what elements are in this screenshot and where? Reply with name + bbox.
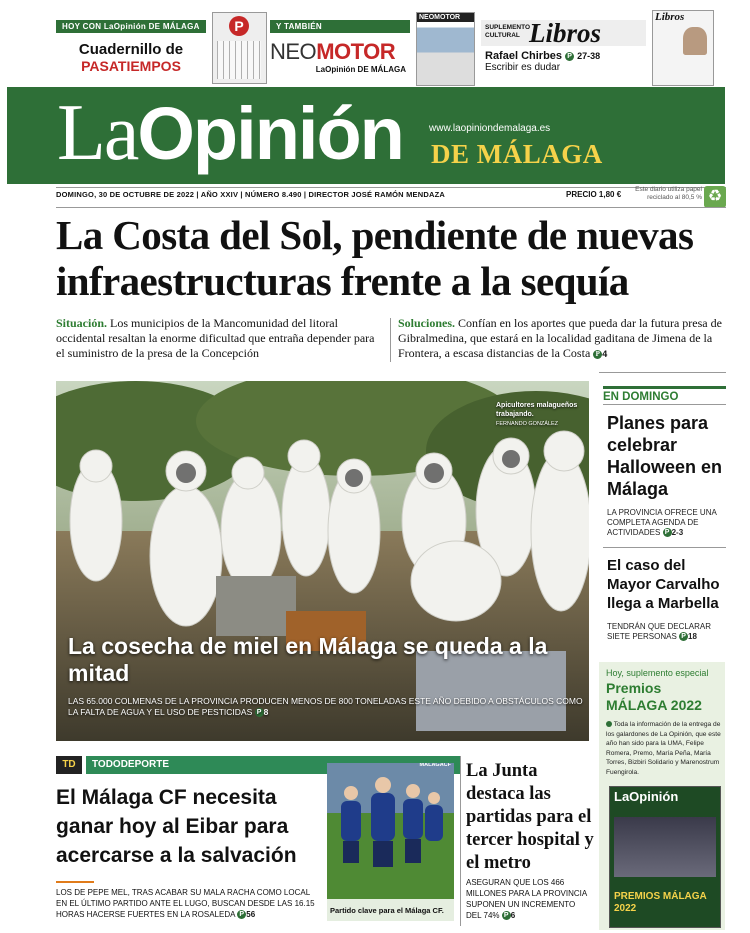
- junta-text: [466, 877, 592, 921]
- lead-right-text: Confían en los aportes que pueda dar la futura presa de Gibralmedina, que estará en la localidad gaditana de Jimena de la Frontera, a escasa distancias de la Costa: [398, 316, 722, 360]
- story1-page: 2-3: [671, 528, 684, 537]
- recycle-icon: ♻: [704, 186, 726, 208]
- photo-headline[interactable]: La cosecha de miel en Málaga se queda a la mitad: [68, 633, 548, 686]
- beekeepers-photo[interactable]: [56, 381, 589, 741]
- masthead-subtitle: DE MÁLAGA: [431, 139, 603, 169]
- sidebar-rule-1: [603, 547, 726, 548]
- td-headline[interactable]: El Málaga CF necesita ganar hoy al Eibar para acercarse a la salvación: [56, 786, 297, 867]
- lead-situacion: [56, 316, 376, 361]
- premios-thumb-logo: LaOpinión: [614, 789, 679, 804]
- neomotor-thumbnail: [416, 12, 475, 86]
- premios-kicker: Hoy, suplemento especial: [606, 668, 709, 678]
- dateline-top-rule: [56, 187, 726, 188]
- photo-credit-author: FERNANDO GONZÁLEZ: [496, 421, 559, 427]
- neomotor-thumb-label: NEOMOTOR: [417, 13, 474, 22]
- pasatiempos-thumbnail: [212, 12, 267, 84]
- promo-left-label: HOY CON LaOpinión DE MÁLAGA: [56, 20, 206, 33]
- libros-author-line: [485, 50, 646, 62]
- sidebar-tag: EN DOMINGO: [603, 386, 726, 403]
- sidebar-top-rule: [599, 372, 726, 373]
- junta-divider: [460, 756, 461, 926]
- football-photo-label: MÁLAGACF: [419, 763, 451, 768]
- promo-neomotor[interactable]: [270, 20, 412, 84]
- libros-sub: Escribir es dudar: [485, 62, 561, 73]
- masthead: [7, 87, 725, 184]
- football-photo-caption: Partido clave para el Málaga CF.: [330, 906, 444, 915]
- td-section-bar[interactable]: TODODEPORTE: [86, 756, 460, 774]
- libros-header: [481, 20, 646, 46]
- masthead-logo[interactable]: [57, 91, 403, 176]
- neomotor-logo: [270, 39, 412, 65]
- logo-la: La: [57, 89, 138, 177]
- dateline: [56, 190, 445, 199]
- masthead-url[interactable]: www.laopiniondemalaga.es: [429, 123, 551, 134]
- page-icon: [606, 721, 612, 727]
- football-photo[interactable]: [327, 763, 454, 921]
- junta-headline[interactable]: La Junta destaca las partidas para el tercer hospital y el metro: [466, 761, 594, 873]
- photo-credit-text: Apicultores malagueños trabajando.: [496, 402, 578, 418]
- dateline-text: DOMINGO, 30 DE OCTUBRE DE 2022 | AÑO XXIV | NÚMERO 8.490 | DIRECTOR: [56, 190, 352, 199]
- lead-left-text: Los municipios de la Mancomunidad del litoral occidental resaltan la enorme dificultad que entraña depender para el suministro de la presa de la Concepción: [56, 316, 375, 360]
- page-icon: P: [565, 52, 574, 61]
- libros-pages: 27-38: [577, 51, 601, 61]
- page-icon: P: [593, 350, 602, 359]
- dateline-bottom-rule: [56, 207, 726, 208]
- page-icon: P: [663, 528, 672, 537]
- neomotor-motor: MOTOR: [316, 39, 396, 64]
- lead-divider: [390, 318, 391, 362]
- promo-libros[interactable]: [481, 20, 646, 84]
- story2-text: TENDRÁN QUE DECLARAR SIETE PERSONAS: [607, 622, 712, 641]
- lead-right-page: 4: [602, 349, 608, 359]
- neomotor-neo: NEO: [270, 39, 317, 64]
- page-icon: P: [237, 910, 246, 919]
- photo-illustration: [56, 381, 589, 741]
- pasatiempos-p-icon: P: [229, 16, 249, 36]
- lead-soluciones: [398, 316, 723, 362]
- td-page: 56: [246, 910, 256, 919]
- lead-right-key: Soluciones.: [398, 316, 456, 330]
- td-text: [56, 887, 318, 920]
- libros-thumbnail: [652, 10, 714, 86]
- page-icon: P: [255, 708, 264, 717]
- td-badge: TD: [56, 756, 82, 774]
- libros-thumb-portrait: [683, 27, 707, 55]
- sidebar-story2-text: [607, 622, 725, 642]
- football-illustration: [327, 763, 454, 921]
- pasatiempos-grid: [217, 41, 261, 79]
- page-icon: P: [679, 632, 688, 641]
- promo-pasatiempos[interactable]: [56, 20, 206, 84]
- sidebar-story1-title[interactable]: Planes para celebrar Halloween en Málaga: [607, 413, 723, 499]
- td-accent-rule: [56, 881, 94, 883]
- story2-page: 18: [688, 632, 697, 641]
- sidebar-tag-rule: [603, 404, 726, 405]
- sidebar-story2-title[interactable]: El caso del Mayor Carvalho llega a Marbella: [607, 557, 720, 612]
- story1-text: LA PROVINCIA OFRECE UNA COMPLETA AGENDA DE ACTIVIDADES: [607, 508, 717, 537]
- libros-title: Libros: [529, 18, 602, 48]
- logo-opinion: Opinión: [137, 92, 403, 175]
- suplemento-label: SUPLEMENTO CULTURAL: [485, 24, 531, 39]
- lead-left-key: Situación.: [56, 316, 108, 330]
- junta-text-body: ASEGURAN QUE LOS 466 MILLONES PARA LA PROVINCIA SUPONEN UN INCREMENTO DEL 74%: [466, 878, 587, 920]
- recycle-note: Este diario utiliza papel reciclado al 80,5 %: [635, 186, 702, 201]
- main-headline[interactable]: La Costa del Sol, pendiente de nuevas infraestructuras frente a la sequía: [56, 212, 694, 304]
- premios-thumb-title: PREMIOS MÁLAGA 2022: [614, 891, 707, 914]
- premios-box[interactable]: [599, 662, 725, 930]
- premios-text: [606, 720, 721, 777]
- sidebar-story1-text: [607, 508, 725, 538]
- price: PRECIO 1,80 €: [566, 190, 622, 199]
- tambien-label: Y TAMBIÉN: [270, 20, 410, 33]
- libros-thumb-title: Libros: [655, 11, 685, 23]
- premios-thumb-photo: [614, 817, 716, 877]
- neomotor-sub: LaOpinión DE MÁLAGA: [315, 65, 406, 74]
- photo-subtext-text: LAS 65.000 COLMENAS DE LA PROVINCIA PRODUCEN MENOS DE 800 TONELADAS ESTE AÑO DEBIDO A OBSTÁCULOS COMO LA FALTA DE AGUA Y EL USO DE PESTICIDAS: [68, 696, 583, 717]
- junta-page: 6: [510, 911, 516, 920]
- photo-credit: [496, 401, 589, 429]
- premios-text-body: Toda la información de la entrega de los galardones de La Opinión, que este año han sido para la UMA, Felipe Romera, Premo, María Peña, María Torres, Bizbiri Solidario y Marenostrum Fuengirola.: [606, 721, 721, 776]
- page-icon: P: [502, 911, 511, 920]
- dateline-director: JOSÉ RAMÓN MENDAZA: [351, 190, 445, 199]
- libros-author: Rafael Chirbes: [485, 50, 563, 62]
- cuadernillo-line2: PASATIEMPOS: [81, 58, 181, 74]
- premios-thumbnail: [609, 786, 721, 928]
- photo-subtext: [68, 696, 583, 718]
- cuadernillo-line1: Cuadernillo de: [78, 41, 184, 58]
- td-text-body: LOS DE PEPE MEL, TRAS ACABAR SU MALA RACHA COMO LOCAL EN EL ÚLTIMO PARTIDO ANTE EL LUGO, BUSCAN DESDE LAS 16.15 HORAS HACERSE FUERTES EN LA ROSALEDA: [56, 888, 315, 919]
- premios-title: Premios MÁLAGA 2022: [606, 680, 702, 713]
- photo-page: 8: [263, 707, 269, 717]
